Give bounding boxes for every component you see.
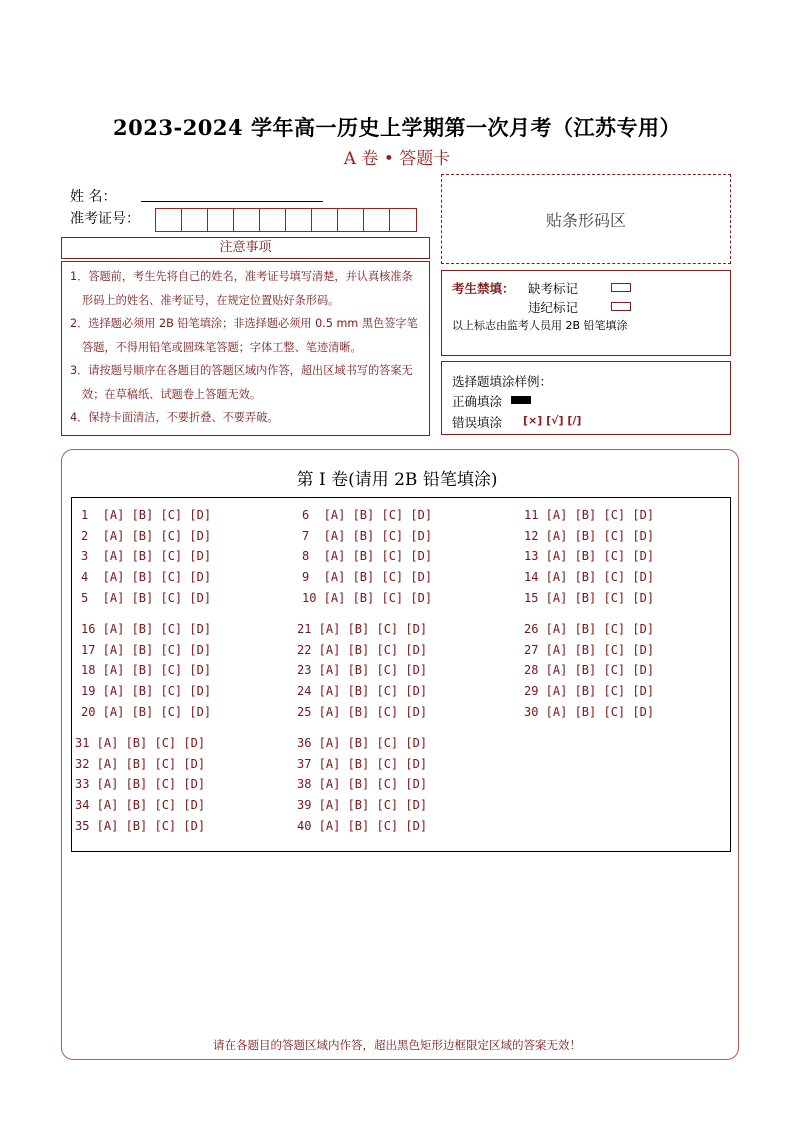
- question-15[interactable]: 15 [A] [B] [C] [D]: [524, 590, 655, 605]
- notice-item: 1．答题前，考生先将自己的姓名，准考证号填写清楚，并认真核准条形码上的姓名、准考证号，在规定位置贴好条形码。: [70, 270, 413, 307]
- question-29[interactable]: 29 [A] [B] [C] [D]: [524, 684, 655, 699]
- section-1-title: 第 I 卷(请用 2B 铅笔填涂): [296, 470, 498, 490]
- notice-item: 2．选择题必须用 2B 铅笔填涂；非选择题必须用 0.5 mm 黑色签字笔答题，不得用铅笔或圆珠笔答题；字体工整、笔迹清晰。: [70, 317, 418, 354]
- question-38[interactable]: 38 [A] [B] [C] [D]: [297, 777, 428, 792]
- question-1[interactable]: 1 [A] [B] [C] [D]: [81, 508, 212, 522]
- absent-mark[interactable]: [611, 283, 631, 292]
- question-20[interactable]: 20 [A] [B] [C] [D]: [81, 704, 212, 719]
- wrong-fill-marks: [×] [√] [/]: [523, 414, 582, 427]
- forbid-box: [441, 270, 731, 356]
- forbid-label: 考生禁填：: [452, 281, 515, 296]
- question-16[interactable]: 16 [A] [B] [C] [D]: [81, 622, 212, 636]
- violation-label: 违纪标记: [528, 300, 579, 315]
- question-36[interactable]: 36 [A] [B] [C] [D]: [297, 736, 428, 750]
- question-12[interactable]: 12 [A] [B] [C] [D]: [524, 528, 655, 543]
- barcode-area: [441, 174, 731, 264]
- question-4[interactable]: 4 [A] [B] [C] [D]: [81, 570, 212, 585]
- question-6[interactable]: 6 [A] [B] [C] [D]: [302, 508, 433, 522]
- question-33[interactable]: 33 [A] [B] [C] [D]: [75, 777, 206, 792]
- question-32[interactable]: 32 [A] [B] [C] [D]: [75, 756, 206, 771]
- question-35[interactable]: 35 [A] [B] [C] [D]: [75, 818, 206, 833]
- question-2[interactable]: 2 [A] [B] [C] [D]: [81, 528, 212, 543]
- question-34[interactable]: 34 [A] [B] [C] [D]: [75, 798, 206, 813]
- question-13[interactable]: 13 [A] [B] [C] [D]: [524, 549, 655, 564]
- question-27[interactable]: 27 [A] [B] [C] [D]: [524, 642, 655, 657]
- name-label: 姓 名：: [70, 189, 117, 205]
- forbid-note: 以上标志由监考人员用 2B 铅笔填涂: [452, 319, 628, 332]
- footer-note: 请在各题目的答题区域内作答，超出黑色矩形边框限定区域的答案无效！: [213, 1038, 581, 1052]
- question-9[interactable]: 9 [A] [B] [C] [D]: [302, 570, 433, 585]
- question-28[interactable]: 28 [A] [B] [C] [D]: [524, 663, 655, 678]
- question-26[interactable]: 26 [A] [B] [C] [D]: [524, 622, 655, 636]
- question-3[interactable]: 3 [A] [B] [C] [D]: [81, 549, 212, 564]
- question-17[interactable]: 17 [A] [B] [C] [D]: [81, 642, 212, 657]
- notice-title: 注意事项: [61, 237, 430, 259]
- question-5[interactable]: 5 [A] [B] [C] [D]: [81, 590, 212, 605]
- question-40[interactable]: 40 [A] [B] [C] [D]: [297, 818, 428, 833]
- question-39[interactable]: 39 [A] [B] [C] [D]: [297, 798, 428, 813]
- page-title: 2023-2024 学年高一历史上学期第一次月考（江苏专用）: [113, 115, 681, 140]
- violation-mark[interactable]: [611, 302, 631, 311]
- question-10[interactable]: 10 [A] [B] [C] [D]: [302, 590, 433, 605]
- question-19[interactable]: 19 [A] [B] [C] [D]: [81, 684, 212, 699]
- correct-fill-label: 正确填涂: [452, 394, 503, 409]
- fill-example-box: [441, 361, 731, 435]
- question-30[interactable]: 30 [A] [B] [C] [D]: [524, 704, 655, 719]
- notice-item: 4．保持卡面清洁，不要折叠、不要弄破。: [70, 411, 279, 424]
- question-8[interactable]: 8 [A] [B] [C] [D]: [302, 549, 433, 564]
- page-subtitle: A 卷 • 答题卡: [343, 149, 451, 169]
- question-7[interactable]: 7 [A] [B] [C] [D]: [302, 528, 433, 543]
- question-21[interactable]: 21 [A] [B] [C] [D]: [297, 622, 428, 636]
- name-field[interactable]: [141, 200, 323, 202]
- correct-fill-mark: [511, 396, 531, 404]
- absent-label: 缺考标记: [528, 281, 579, 296]
- question-23[interactable]: 23 [A] [B] [C] [D]: [297, 663, 428, 678]
- question-14[interactable]: 14 [A] [B] [C] [D]: [524, 570, 655, 585]
- question-22[interactable]: 22 [A] [B] [C] [D]: [297, 642, 428, 657]
- question-31[interactable]: 31 [A] [B] [C] [D]: [75, 736, 206, 750]
- fill-example-title: 选择题填涂样例：: [452, 374, 553, 389]
- notice-item: 3．请按题号顺序在各题目的答题区域内作答，超出区域书写的答案无效；在草稿纸、试题卷上答题无效。: [70, 364, 413, 401]
- question-11[interactable]: 11 [A] [B] [C] [D]: [524, 508, 655, 522]
- question-25[interactable]: 25 [A] [B] [C] [D]: [297, 704, 428, 719]
- answer-grid: [71, 497, 731, 852]
- wrong-fill-label: 错误填涂: [452, 415, 503, 430]
- exam-id-boxes[interactable]: [155, 208, 417, 232]
- notice-box: [61, 261, 430, 436]
- question-37[interactable]: 37 [A] [B] [C] [D]: [297, 756, 428, 771]
- question-18[interactable]: 18 [A] [B] [C] [D]: [81, 663, 212, 678]
- id-label: 准考证号：: [70, 211, 140, 227]
- barcode-label: 贴条形码区: [545, 210, 626, 230]
- question-24[interactable]: 24 [A] [B] [C] [D]: [297, 684, 428, 699]
